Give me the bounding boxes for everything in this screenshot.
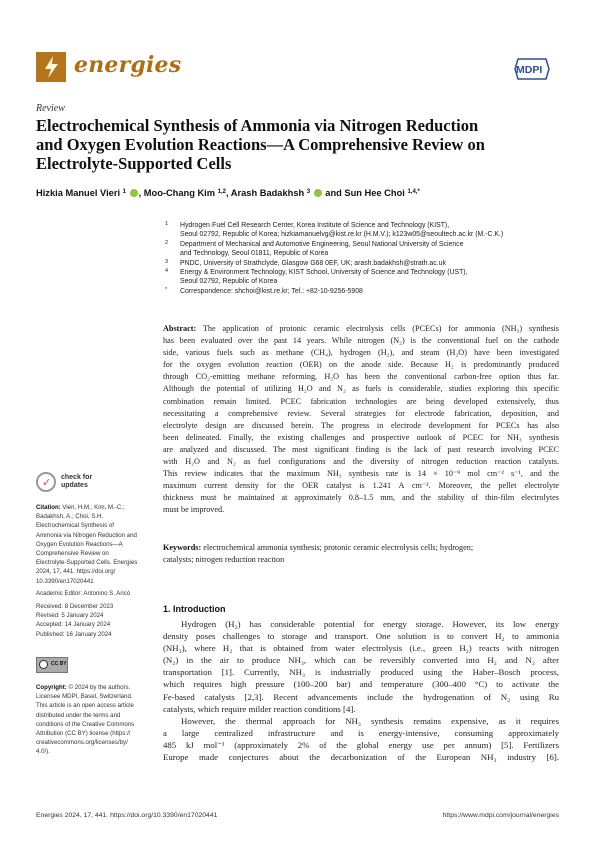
author-name[interactable]: Sun Hee Choi xyxy=(344,188,405,198)
intro-line: (NH₃), where H₂ that is obtained from water electrolysis (i.e., green H₂) reacts with nitrogen xyxy=(163,643,559,654)
abstract-line: with H₂O and N₂ as fuel configurations and the diversity of nitrogen reduction reaction catalysts. xyxy=(163,457,559,467)
abstract-line: been delineated. Finally, the existing challenges and prospective outlook of PCEC for NH₃ synthesis xyxy=(163,432,559,442)
abstract-line: maximum current density for the OER catalyst is 1.241 A cm⁻². Moreover, the pellet electrolyte xyxy=(163,481,559,491)
affiliation-line: Hydrogen·Fuel Cell Research Center, Korea Institute of Science and Technology (KIST), xyxy=(180,222,450,229)
author-affil-mark: 1,2 xyxy=(217,189,226,195)
affiliation-mark: 2 xyxy=(165,239,169,246)
copyright-line: This article is an open access article xyxy=(36,702,134,710)
title-line: Electrolyte-Supported Cells xyxy=(36,154,232,173)
author-name[interactable]: Hizkia Manuel Vieri xyxy=(36,188,121,198)
accepted-date: Accepted: 14 January 2024 xyxy=(36,621,111,629)
intro-line: (N₂) in the air to produce NH₃, which can be reversibly converted into H₂ and N₂ after xyxy=(163,655,559,666)
citation-doi-link[interactable]: 10.3390/en17020441 xyxy=(36,577,94,585)
intro-line: a large centralized infrastructure and is energy-intensive, consuming approximately xyxy=(163,727,559,738)
citation-line: Ammonia via Nitrogen Reduction and xyxy=(36,531,137,539)
intro-line: 485 kJ mol⁻¹ (approximately 2% of the global energy use per annum) [5]. Fertilizers xyxy=(163,739,559,750)
abstract-line: electrolyte design are discussed herein. The progress in electrode development for PCECs has also xyxy=(163,420,559,430)
check-updates-icon: ✓ xyxy=(36,472,56,492)
affiliation-item xyxy=(163,221,563,240)
intro-line: which requires high pressure (100–200 bar) and temperature (300–400 °C) to activate the xyxy=(163,679,559,690)
check-updates-line: updates xyxy=(61,482,88,489)
citation-label: Citation: xyxy=(36,504,61,511)
copyright-line: creativecommons.org/licenses/by/ xyxy=(36,739,128,747)
orcid-icon[interactable] xyxy=(130,189,138,197)
citation-line: Badakhsh, A.; Choi, S.H. xyxy=(36,513,104,521)
copyright-line: Attribution (CC BY) license (https:// xyxy=(36,730,131,738)
abstract-line: for the oxygen evolution reaction (OER) on the anode side. Because H₂ is predominantly produced xyxy=(163,360,559,370)
abstract-line xyxy=(163,323,559,335)
abstract-line: combination remain limited. PCEC fabrication technologies are being developed extensively, thus xyxy=(163,396,559,406)
citation-line xyxy=(36,503,156,512)
article-type: Review xyxy=(36,103,65,114)
title-line: Electrochemical Synthesis of Ammonia via Nitrogen Reduction xyxy=(36,116,479,135)
affiliation-item xyxy=(163,287,563,296)
author-separator: , xyxy=(225,188,231,198)
copyright-label: Copyright: xyxy=(36,684,67,691)
orcid-icon[interactable] xyxy=(314,189,322,197)
citation-line: Oxygen Evolution Reactions—A xyxy=(36,540,123,548)
author-affil-mark: 1,4,* xyxy=(407,189,420,195)
license-badge-text: CC BY xyxy=(51,661,67,667)
academic-editor-line: Academic Editor: Antonino S. Aricò xyxy=(36,590,131,597)
abstract-line: Although the potential of utilizing H₂O and N₂ as fuels is considerable, studies exploring this specific xyxy=(163,384,559,394)
copyright-line: 4.0/). xyxy=(36,748,50,756)
citation-line: Electrolyte-Supported Cells. Energies xyxy=(36,559,138,567)
citation-line: 2024, 17, 441. https://doi.org/ xyxy=(36,568,116,576)
check-updates-line: check for xyxy=(61,474,93,481)
affiliation-line: Energy & Environment Technology, KIST School, University of Science and Technology (UST), xyxy=(180,269,468,277)
affiliation-item xyxy=(163,259,563,268)
affiliation-line: Department of Mechanical and Automotive Engineering, Seoul National University of Science xyxy=(180,240,464,248)
affiliation-mark: 1 xyxy=(165,221,169,227)
footer-citation[interactable]: Energies 2024, 17, 441. https://doi.org/10.3390/en17020441 xyxy=(36,812,218,819)
author-name[interactable]: Moo-Chang Kim xyxy=(143,188,216,198)
author-affil-mark: 3 xyxy=(306,189,311,195)
intro-line: transportation [1]. Currently, NH₃ is industrially produced using the Haber–Bosch process, xyxy=(163,667,559,678)
abstract-line: This review indicates that the maximum NH₃ synthesis rate is 14 × 10⁻⁹ mol cm⁻² s⁻¹, and the xyxy=(163,469,559,479)
copyright-line: distributed under the terms and xyxy=(36,711,121,719)
citation-line: Comprehensive Review on xyxy=(36,550,109,558)
journal-logo-icon xyxy=(36,52,66,82)
citation-block xyxy=(36,503,156,586)
title-line: and Oxygen Evolution Reactions—A Comprehensive Review on xyxy=(36,135,485,154)
affiliations xyxy=(163,221,563,296)
intro-line: Europe made conjectures about the decarbonization of the European NH₃ industry [6]. xyxy=(163,752,559,763)
affiliation-line: PNDC, University of Strathclyde, Glasgow G68 0EF, UK; arash.badakhsh@strath.ac.uk xyxy=(180,259,446,267)
abstract-line: side, various fuels such as methane (CH₄), hydrogen (H₂), and steam (H₂O) have been investigated xyxy=(163,348,559,358)
intro-line: Hydrogen (H₂) has considerable potential for energy storage. However, its low energy xyxy=(181,619,559,629)
cc-by-license-icon[interactable] xyxy=(36,657,68,673)
citation-text: Vieri, H.M.; Kim, M.-C.; xyxy=(62,504,125,511)
affiliation-mark: * xyxy=(165,286,168,293)
keywords-text: electrochemical ammonia synthesis; protonic ceramic electrolysis cells; hydrogen; xyxy=(203,543,474,552)
author-affil-mark: 1 xyxy=(122,189,126,195)
intro-line: catalysts, which require milder reaction conditions [4]. xyxy=(163,703,356,714)
keywords-line xyxy=(163,542,559,554)
academic-editor xyxy=(36,589,156,598)
author-separator: , xyxy=(138,188,144,198)
journal-name: energies xyxy=(74,52,182,78)
copyright-line xyxy=(36,683,156,692)
copyright-line: Licensee MDPI, Basel, Switzerland. xyxy=(36,693,133,701)
footer-journal-link[interactable]: https://www.mdpi.com/journal/energies xyxy=(442,812,559,819)
affiliation-item xyxy=(163,240,563,259)
abstract-line: must be improved. xyxy=(163,505,225,515)
received-date: Received: 8 December 2023 xyxy=(36,603,114,610)
abstract xyxy=(163,323,559,517)
abstract-line: are analyzed and discussed. The most significant finding is the lack of past research involving PCEC xyxy=(163,444,559,454)
article-title xyxy=(36,116,566,173)
citation-line: Electrochemical Synthesis of xyxy=(36,522,114,530)
keywords-label: Keywords: xyxy=(163,543,202,552)
abstract-line: necessitating a comprehensive review. Several strategies for electrode fabrication, deposition, and xyxy=(163,408,559,418)
affiliation-line: Seoul 02792, Republic of Korea; hizkiamanuelvg@kist.re.kr (H.M.V.); k123w05@seoultech.ac.kr (M.-C.K.) xyxy=(180,231,504,239)
affiliation-line: Seoul 02792, Republic of Korea xyxy=(180,278,278,286)
copyright-text: © 2024 by the authors. xyxy=(68,684,131,691)
revised-date: Revised: 5 January 2024 xyxy=(36,612,104,620)
publisher-name: MDPI xyxy=(516,64,543,76)
affiliation-mark: 4 xyxy=(165,268,169,275)
dates-block xyxy=(36,602,156,639)
copyright-block xyxy=(36,683,156,757)
abstract-line: through CO₂-emitting methane reforming, H₂O has been the conventional carbon-free option thus far. xyxy=(163,372,559,382)
abstract-text: The application of protonic ceramic electrolysis cells (PCECs) for ammonia (NH₃) synthesis xyxy=(202,324,559,333)
check-updates-label xyxy=(61,474,92,490)
published-date: Published: 16 January 2024 xyxy=(36,630,112,638)
intro-line: Fe-based catalysts [2,3]. Recent advancements include the hydrogenation of N₂ using Ru xyxy=(163,691,559,702)
affiliation-item xyxy=(163,268,563,287)
affiliation-mark: 3 xyxy=(165,258,169,265)
abstract-line: has been evaluated over the past 14 years. While nitrogen (N₂) is the conventional fuel on the cathode xyxy=(163,336,559,346)
abstract-line: thickness must be maintained at approximately 0.8–1.5 mm, and the stability of thin-film electrolytes xyxy=(163,493,559,503)
section-heading: 1. Introduction xyxy=(163,604,226,614)
author-name[interactable]: Arash Badakhsh xyxy=(230,188,305,198)
intro-line: density poses challenges to storage and transport. One solution is to convert H₂ to ammonia xyxy=(163,631,559,642)
intro-line: However, the thermal approach for NH₃ synthesis remains expensive, as it requires xyxy=(181,715,559,726)
author-list xyxy=(36,188,420,198)
author-separator: and xyxy=(322,188,345,198)
affiliation-line: and Technology, Seoul 01811, Republic of Korea xyxy=(180,250,329,258)
correspondence-line: Correspondence: shchoi@kist.re.kr; Tel.: +82-10-9256-5908 xyxy=(180,287,363,295)
keywords xyxy=(163,542,559,566)
introduction-body xyxy=(163,618,559,763)
abstract-label: Abstract: xyxy=(163,324,197,333)
keywords-line: catalysts; nitrogen reduction reaction xyxy=(163,555,285,565)
check-for-updates-button[interactable] xyxy=(36,470,126,496)
copyright-line: conditions of the Creative Commons xyxy=(36,720,135,728)
